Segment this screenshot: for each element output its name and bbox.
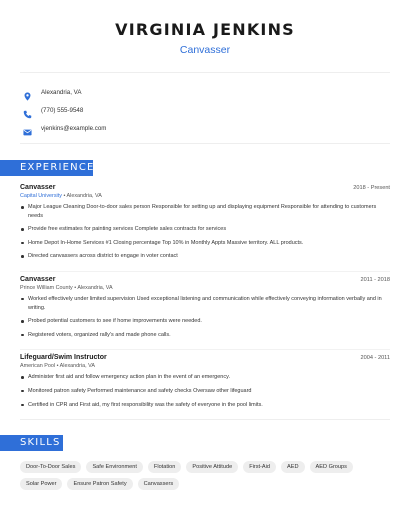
contact-location-text: Alexandria, VA [41,88,82,96]
job-entry-title: Lifeguard/Swim Instructor [20,354,107,362]
skill-pill: Door-To-Door Sales [20,461,81,473]
skill-pill: AED Groups [310,461,353,473]
skill-pill: Canvassers [138,478,180,490]
skill-pill: Flotation [148,461,181,473]
skill-pill: Positive Attitude [186,461,238,473]
skill-pill: Solar Power [20,478,62,490]
skill-pill: Ensure Patron Safety [67,478,132,490]
experience-heading: EXPERIENCE [0,160,93,176]
bullet-item: Major League Cleaning Door-to-door sales person Responsible for setting up and displaying equipment Responsible for attending to customers needs [20,203,390,220]
skill-pill: First-Aid [243,461,276,473]
job-entry-company: American Pool [20,363,56,370]
bullet-item: Probed potential customers to see if home improvements were needed. [20,317,390,326]
job-entry-bullets [20,295,390,339]
contact-phone-text: (770) 555-9548 [41,106,84,114]
email-icon [23,124,32,133]
job-entry-title: Canvasser [20,275,56,283]
job-entry [20,184,390,272]
candidate-name: VIRGINIA JENKINS [115,20,295,39]
map-pin-icon [23,88,32,97]
contact-block [20,72,390,144]
job-entry [20,276,390,350]
job-entry-company-line [20,363,390,369]
bullet-item: Monitored patron safety Performed maintenance and safety checks Oversaw other lifeguard [20,387,390,396]
job-entry-bullets [20,373,390,409]
bullet-item: Certified in CPR and First aid, my first responsibility was the safety of everyone in the pool limits. [20,401,390,410]
job-title: Canvasser [179,44,231,56]
bullet-item: Worked effectively under limited supervision Used exceptional listening and communication while effectively conveying information verbally and in writing. [20,295,390,312]
job-entry [20,354,390,420]
job-entry-location: Alexandria, VA [59,363,95,370]
job-entry-location: Alexandria, VA [66,193,102,199]
separator-dot: • [63,193,66,199]
bullet-item: Directed canvassers across district to engage in voter contact [20,252,390,261]
resume-header [0,0,410,56]
phone-icon [23,106,32,115]
skills-list [20,461,390,490]
job-entry-dates: 2018 - Present [353,185,390,191]
bullet-item: Administer first aid and follow emergency action plan in the event of an emergency. [20,373,390,382]
contact-email-text: vjenkins@example.com [41,124,107,132]
skills-heading: SKILLS [0,435,63,451]
job-entry-bullets [20,203,390,261]
job-entry-title: Canvasser [20,184,56,191]
contact-email [23,119,390,137]
job-entry-dates: 2004 - 2011 [360,355,390,362]
job-entry-company-line [20,285,390,291]
bullet-item: Provide free estimates for painting services Complete sales contracts for services [20,225,390,234]
skill-pill: Safe Environment [86,461,142,473]
separator-dot: • [74,284,77,291]
contact-location [23,83,390,101]
job-entry-company-line [20,193,390,199]
job-entry-dates: 2011 - 2018 [360,276,390,283]
contact-phone [23,101,390,119]
job-entry-location: Alexandria, VA [77,284,113,291]
experience-list [20,184,390,420]
skill-pill: AED [281,461,305,473]
bullet-item: Registered voters, organized rally's and made phone calls. [20,331,390,340]
job-entry-company: Capital University [20,193,62,199]
job-entry-company: Prince William County [20,284,73,291]
bullet-item: Home Depot In-Home Services #1 Closing percentage Top 10% in Monthly Appts Massive territory. ALL products. [20,239,390,248]
separator-dot: • [56,363,59,370]
